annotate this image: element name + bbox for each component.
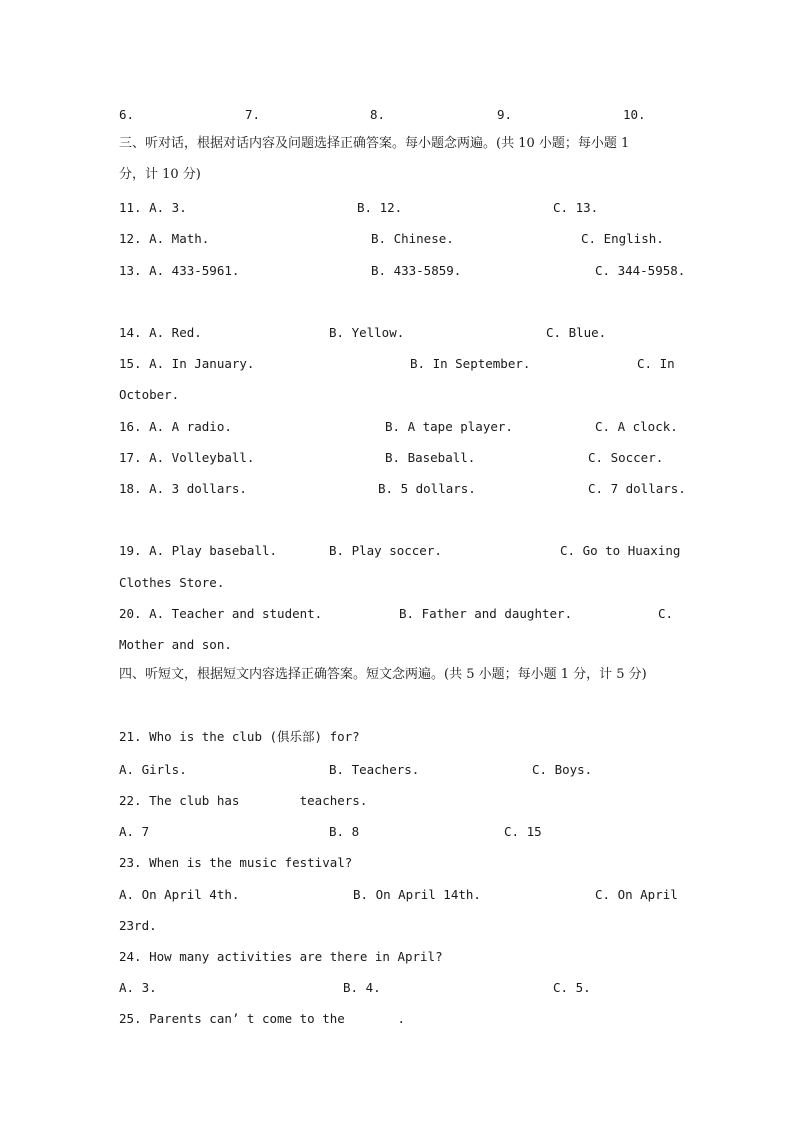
q19-option-c: C. Go to Huaxing (560, 543, 681, 558)
answer-number-8: 8. (370, 107, 386, 122)
q20-option-c: C. (658, 606, 674, 621)
section-3-title-line1: 三、听对话，根据对话内容及问题选择正确答案。每小题念两遍。(共 10 小题；每小题 1 (119, 136, 630, 151)
q15-option-c: C. In (637, 356, 675, 371)
q11-option-a: 11. A. 3. (119, 200, 187, 215)
q21-stem: 21. Who is the club (俱乐部) for? (119, 729, 360, 744)
answer-number-10: 10. (623, 107, 646, 122)
q24-option-c: C. 5. (553, 980, 591, 995)
q11-option-b: B. 12. (357, 200, 403, 215)
q16-option-a: 16. A. A radio. (119, 419, 232, 434)
q13-option-a: 13. A. 433-5961. (119, 263, 240, 278)
answer-number-9: 9. (497, 107, 513, 122)
q24-option-b: B. 4. (343, 980, 381, 995)
q17-option-c: C. Soccer. (588, 450, 664, 465)
q25-stem: 25. Parents can’ t come to the . (119, 1011, 405, 1026)
q20-option-b: B. Father and daughter. (399, 606, 573, 621)
section-4-title: 四、听短文，根据短文内容选择正确答案。短文念两遍。(共 5 小题；每小题 1 分，计 5 分) (119, 667, 647, 682)
q22-option-a: A. 7 (119, 824, 150, 839)
q21-option-a: A. Girls. (119, 762, 187, 777)
q18-option-b: B. 5 dollars. (378, 481, 476, 496)
q12-option-a: 12. A. Math. (119, 231, 210, 246)
q19-option-a: 19. A. Play baseball. (119, 543, 278, 558)
q24-stem: 24. How many activities are there in April? (119, 949, 443, 964)
answer-number-7: 7. (245, 107, 261, 122)
q23-stem: 23. When is the music festival? (119, 855, 353, 870)
q15-option-b: B. In September. (410, 356, 531, 371)
q13-option-b: B. 433-5859. (371, 263, 462, 278)
q12-option-b: B. Chinese. (371, 231, 454, 246)
q17-option-a: 17. A. Volleyball. (119, 450, 255, 465)
q15-option-c-continued: October. (119, 387, 180, 402)
q12-option-c: C. English. (581, 231, 664, 246)
q22-option-b: B. 8 (329, 824, 360, 839)
q18-option-c: C. 7 dollars. (588, 481, 686, 496)
section-3-title-line2: 分，计 10 分) (119, 167, 201, 182)
q14-option-b: B. Yellow. (329, 325, 405, 340)
answer-number-6: 6. (119, 107, 135, 122)
q11-option-c: C. 13. (553, 200, 599, 215)
q14-option-c: C. Blue. (546, 325, 607, 340)
q21-option-b: B. Teachers. (329, 762, 420, 777)
q13-option-c: C. 344-5958. (595, 263, 686, 278)
q19-option-c-continued: Clothes Store. (119, 575, 225, 590)
q23-option-c: C. On April (595, 887, 678, 902)
q20-option-c-continued: Mother and son. (119, 637, 232, 652)
q22-stem: 22. The club has teachers. (119, 793, 368, 808)
q23-option-b: B. On April 14th. (353, 887, 481, 902)
q16-option-c: C. A clock. (595, 419, 678, 434)
q24-option-a: A. 3. (119, 980, 157, 995)
q14-option-a: 14. A. Red. (119, 325, 202, 340)
q21-option-c: C. Boys. (532, 762, 593, 777)
q18-option-a: 18. A. 3 dollars. (119, 481, 247, 496)
q16-option-b: B. A tape player. (385, 419, 513, 434)
q23-option-a: A. On April 4th. (119, 887, 240, 902)
q15-option-a: 15. A. In January. (119, 356, 255, 371)
q20-option-a: 20. A. Teacher and student. (119, 606, 323, 621)
q19-option-b: B. Play soccer. (329, 543, 442, 558)
q22-option-c: C. 15 (504, 824, 542, 839)
q23-option-c-continued: 23rd. (119, 918, 157, 933)
q17-option-b: B. Baseball. (385, 450, 476, 465)
